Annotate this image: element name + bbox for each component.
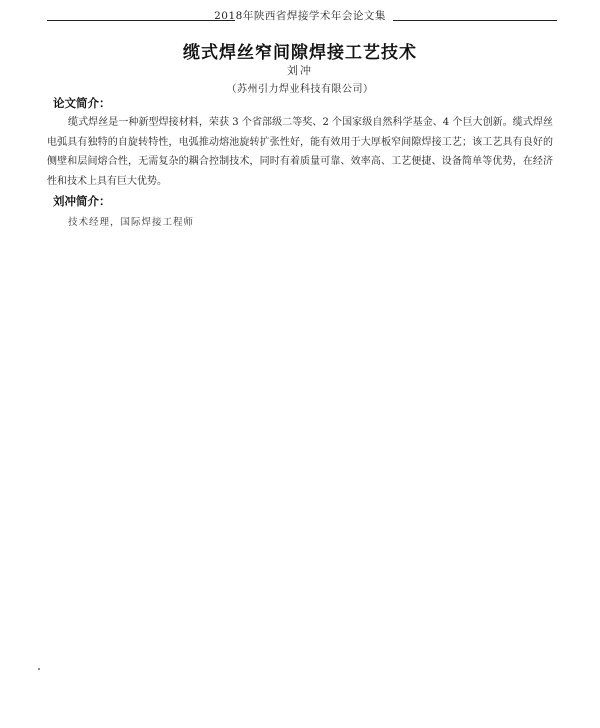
bio-text: 技术经理，国际焊接工程师 xyxy=(68,217,195,228)
article-author: 刘冲 xyxy=(287,64,313,77)
scan-speck xyxy=(38,668,40,670)
abstract-paragraph: 缆式焊丝是一种新型焊接材料，荣获 3 个省部级二等奖、2 个国家级自然科学基金、4 个巨大创新。缆式焊丝电弧具有独特的自旋转特性，电弧推动熔池旋转扩张性好，能有效用于大厚板窄间隙焊接工艺；该工艺具有良好的侧壁和层间熔合性，无需复杂的耦合控制技术，同时有着质量可靠、效率高、工艺便捷、设备简单等优势，在经济性和技术上具有巨大优势。 xyxy=(47,117,553,187)
running-header: 2018年陕西省焊接学术年会论文集 xyxy=(214,10,386,22)
article-title: 缆式焊丝窄间隙焊接工艺技术 xyxy=(183,43,417,63)
header-rule-right xyxy=(393,20,557,21)
author-affiliation: （苏州引力焊业科技有限公司） xyxy=(226,84,374,95)
bio-heading: 刘冲简介： xyxy=(53,194,111,208)
header-rule-left xyxy=(47,20,235,21)
abstract-heading: 论文简介： xyxy=(53,96,111,110)
